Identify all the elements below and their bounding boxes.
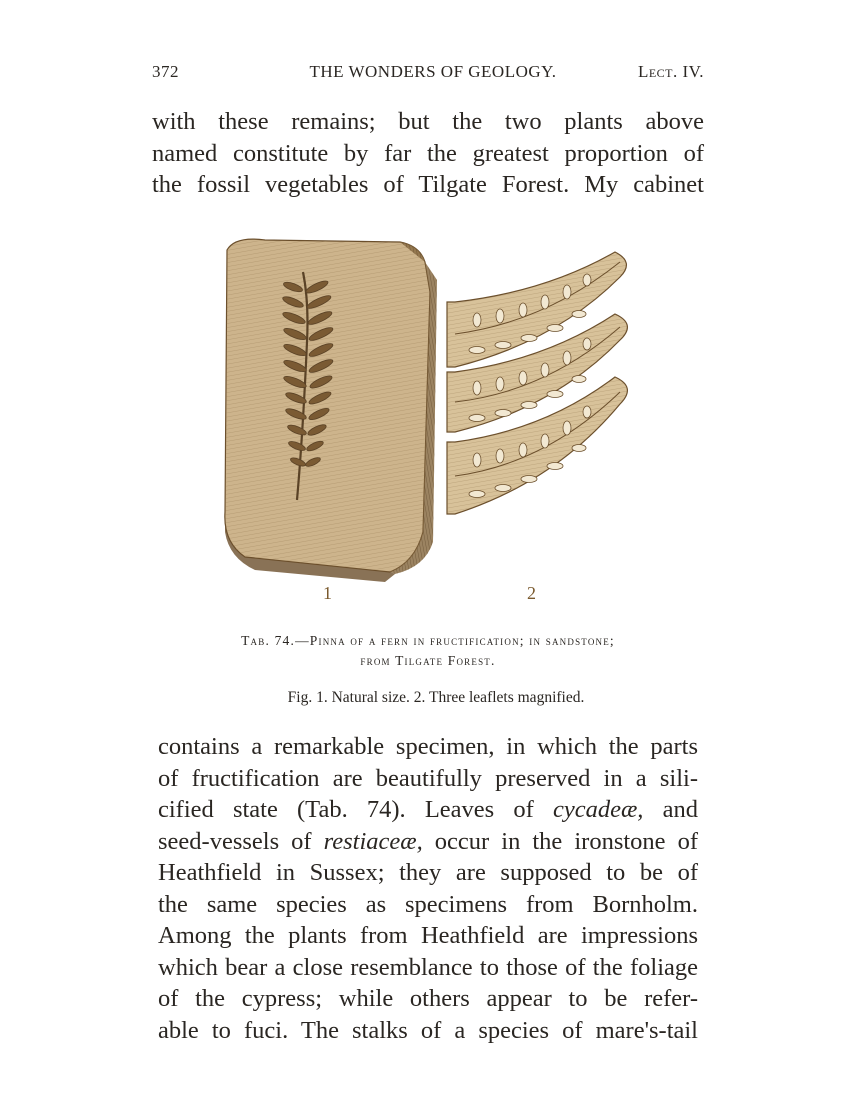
figure-label-2: 2 xyxy=(527,583,536,603)
text-line: of the cypress; while others appear to be refer- xyxy=(158,985,698,1012)
running-head xyxy=(152,62,704,90)
text-line xyxy=(158,794,698,826)
italic-term: cycadeæ, xyxy=(552,796,644,823)
page-number: 372 xyxy=(152,62,179,81)
text-fragment: and xyxy=(643,796,698,823)
sandstone-slab xyxy=(225,239,437,582)
text-line: Among the plants from Heathfield are impressions xyxy=(158,922,698,949)
italic-term: restiaceæ, xyxy=(323,827,423,855)
text-line: which bear a close resemblance to those of the foliage xyxy=(158,953,698,981)
text-fragment: seed-vessels of xyxy=(158,827,324,855)
body-text-bottom xyxy=(158,731,698,1046)
text-line: the same species as specimens from Bornholm. xyxy=(158,890,698,918)
text-line: of fructification are beautifully preserved in a sili- xyxy=(158,764,698,792)
text-line: contains a remarkable specimen, in which the parts xyxy=(158,733,698,760)
figure-label-1: 1 xyxy=(323,583,332,603)
body-text-top xyxy=(152,106,704,201)
figure-caption-title: Tab. 74.—Pinna of a fern in fructification; in sandstone; xyxy=(241,633,615,648)
magnified-leaflets xyxy=(447,252,627,514)
fern-fossil-illustration xyxy=(215,232,645,612)
text-line xyxy=(158,826,698,858)
text-line: the fossil vegetables of Tilgate Forest. My cabinet xyxy=(152,171,704,198)
lecture-label: Lect. IV. xyxy=(637,62,704,81)
text-line: named constitute by far the greatest proportion of xyxy=(152,139,704,167)
figure-caption-legend: Fig. 1. Natural size. 2. Three leaflets magnified. xyxy=(287,689,585,706)
text-fragment: occur in the ironstone of xyxy=(422,827,698,855)
text-line: able to fuci. The stalks of a species of mare's-tail xyxy=(158,1016,698,1044)
text-fragment: cified state (Tab. 74). Leaves of xyxy=(158,796,553,823)
text-line: with these remains; but the two plants above xyxy=(152,108,704,135)
text-line: Heathfield in Sussex; they are supposed to be of xyxy=(158,859,698,886)
fossil-engraving xyxy=(215,232,645,612)
running-title: THE WONDERS OF GEOLOGY. xyxy=(309,62,557,81)
figure-caption-subtitle: from Tilgate Forest. xyxy=(360,653,496,668)
